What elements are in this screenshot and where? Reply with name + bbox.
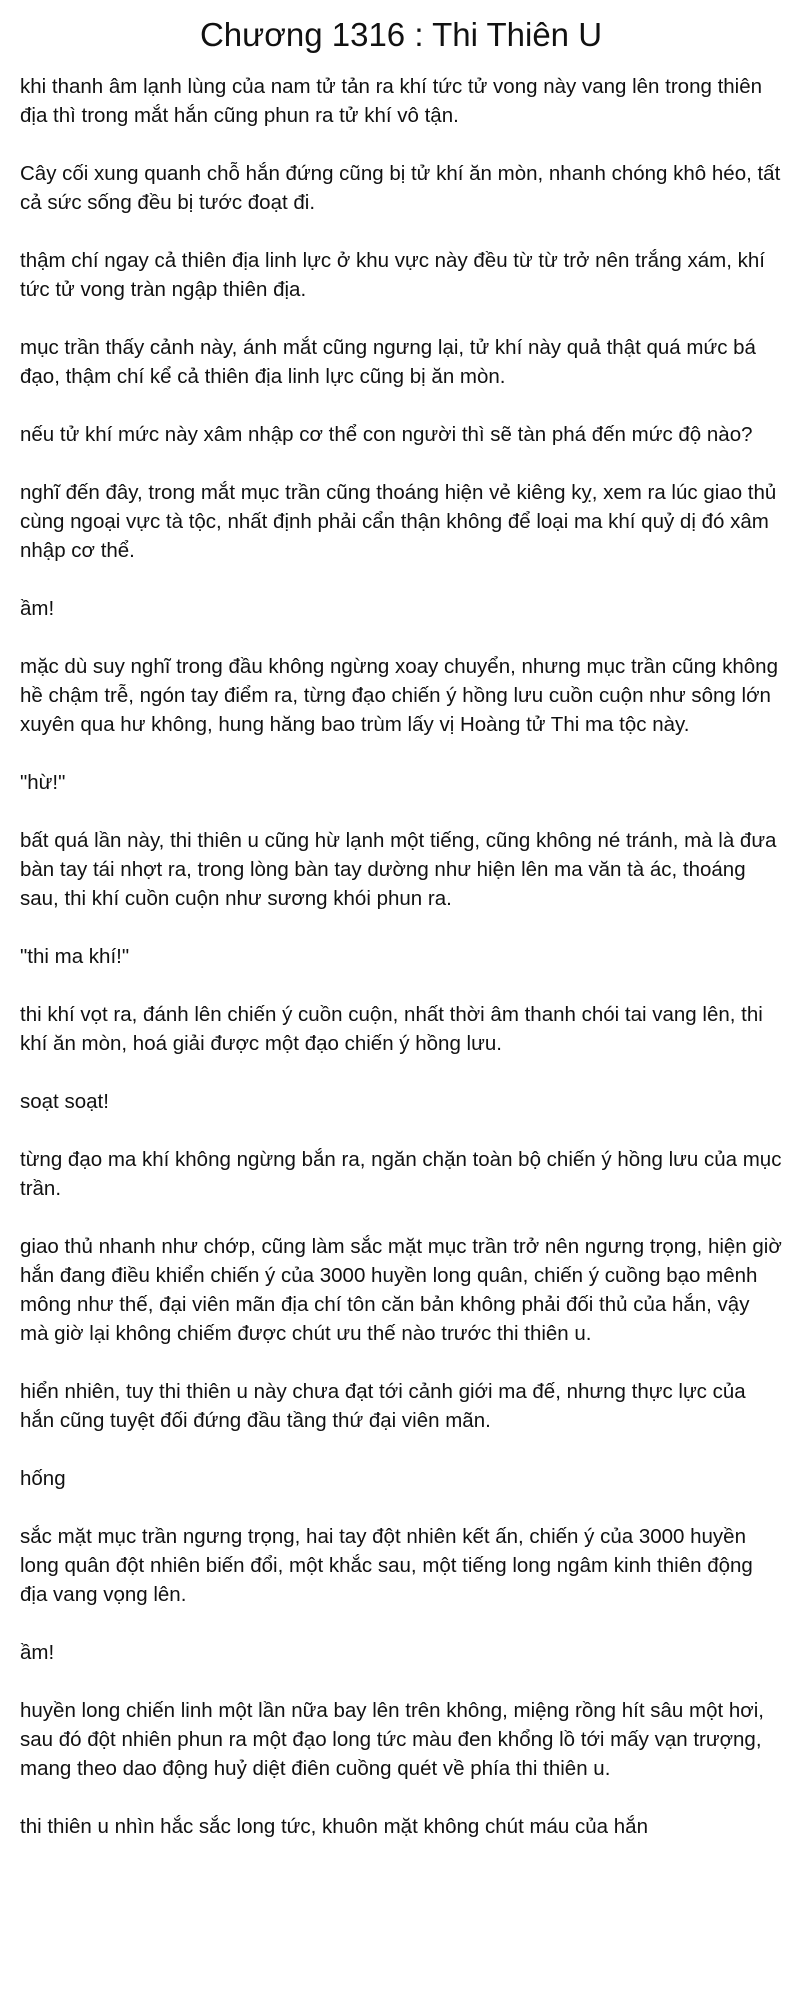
paragraph: nghĩ đến đây, trong mắt mục trần cũng thoáng hiện vẻ kiêng kỵ, xem ra lúc giao thủ cùng ngoại vực tà tộc, nhất định phải cẩn thận không để loại ma khí quỷ dị đó xâm nhập cơ thể. [20,481,777,562]
paragraph: ầm! [20,597,55,620]
paragraph: thậm chí ngay cả thiên địa linh lực ở khu vực này đều từ từ trở nên trắng xám, khí tức tử vong tràn ngập thiên địa. [20,249,765,301]
paragraph: soạt soạt! [20,1090,109,1113]
paragraph: hiển nhiên, tuy thi thiên u này chưa đạt tới cảnh giới ma đế, nhưng thực lực của hắn cũng tuyệt đối đứng đầu tầng thứ đại viên mãn. [20,1380,746,1432]
paragraph: Cây cối xung quanh chỗ hắn đứng cũng bị tử khí ăn mòn, nhanh chóng khô héo, tất cả sức sống đều bị tước đoạt đi. [20,162,781,214]
chapter-body [20,72,782,1841]
paragraph: bất quá lần này, thi thiên u cũng hừ lạnh một tiếng, cũng không né tránh, mà là đưa bàn tay tái nhợt ra, trong lòng bàn tay dường như hiện lên ma văn tà ác, thoáng sau, thi khí cuồn cuộn như sương khói phun ra. [20,829,777,910]
paragraph: mặc dù suy nghĩ trong đầu không ngừng xoay chuyển, nhưng mục trần cũng không hề chậm trễ, ngón tay điểm ra, từng đạo chiến ý hồng lưu cuồn cuộn như sông lớn xuyên qua hư không, hung hăng bao trùm lấy vị Hoàng tử Thi ma tộc này. [20,655,778,736]
paragraph: hống [20,1467,66,1490]
chapter-title: Chương 1316 : Thi Thiên U [199,16,603,53]
paragraph: ầm! [20,1641,55,1664]
paragraph: "hừ!" [20,771,66,794]
paragraph: giao thủ nhanh như chớp, cũng làm sắc mặt mục trần trở nên ngưng trọng, hiện giờ hắn đang điều khiển chiến ý của 3000 huyền long quân, chiến ý cuồng bạo mênh mông như thế, đại viên mãn địa chí tôn căn bản không phải đối thủ của hắn, vậy mà giờ lại không chiếm được chút ưu thế nào trước thi thiên u. [20,1235,782,1345]
paragraph: huyền long chiến linh một lần nữa bay lên trên không, miệng rồng hít sâu một hơi, sau đó đột nhiên phun ra một đạo long tức màu đen khổng lồ tới mấy vạn trượng, mang theo dao động huỷ diệt điên cuồng quét về phía thi thiên u. [20,1699,764,1780]
paragraph: khi thanh âm lạnh lùng của nam tử tản ra khí tức tử vong này vang lên trong thiên địa thì trong mắt hắn cũng phun ra tử khí vô tận. [20,75,763,127]
paragraph: thi khí vọt ra, đánh lên chiến ý cuồn cuộn, nhất thời âm thanh chói tai vang lên, thi khí ăn mòn, hoá giải được một đạo chiến ý hồng lưu. [20,1003,763,1055]
paragraph: mục trần thấy cảnh này, ánh mắt cũng ngưng lại, tử khí này quả thật quá mức bá đạo, thậm chí kể cả thiên địa linh lực cũng bị ăn mòn. [20,336,756,388]
paragraph: "thi ma khí!" [20,945,130,968]
paragraph: sắc mặt mục trần ngưng trọng, hai tay đột nhiên kết ấn, chiến ý của 3000 huyền long quân đột nhiên biến đổi, một khắc sau, một tiếng long ngâm kinh thiên động địa vang vọng lên. [20,1525,753,1606]
paragraph: thi thiên u nhìn hắc sắc long tức, khuôn mặt không chút máu của hắn [20,1815,648,1838]
paragraph: từng đạo ma khí không ngừng bắn ra, ngăn chặn toàn bộ chiến ý hồng lưu của mục trần. [20,1148,782,1200]
paragraph: nếu tử khí mức này xâm nhập cơ thể con người thì sẽ tàn phá đến mức độ nào? [20,423,753,446]
